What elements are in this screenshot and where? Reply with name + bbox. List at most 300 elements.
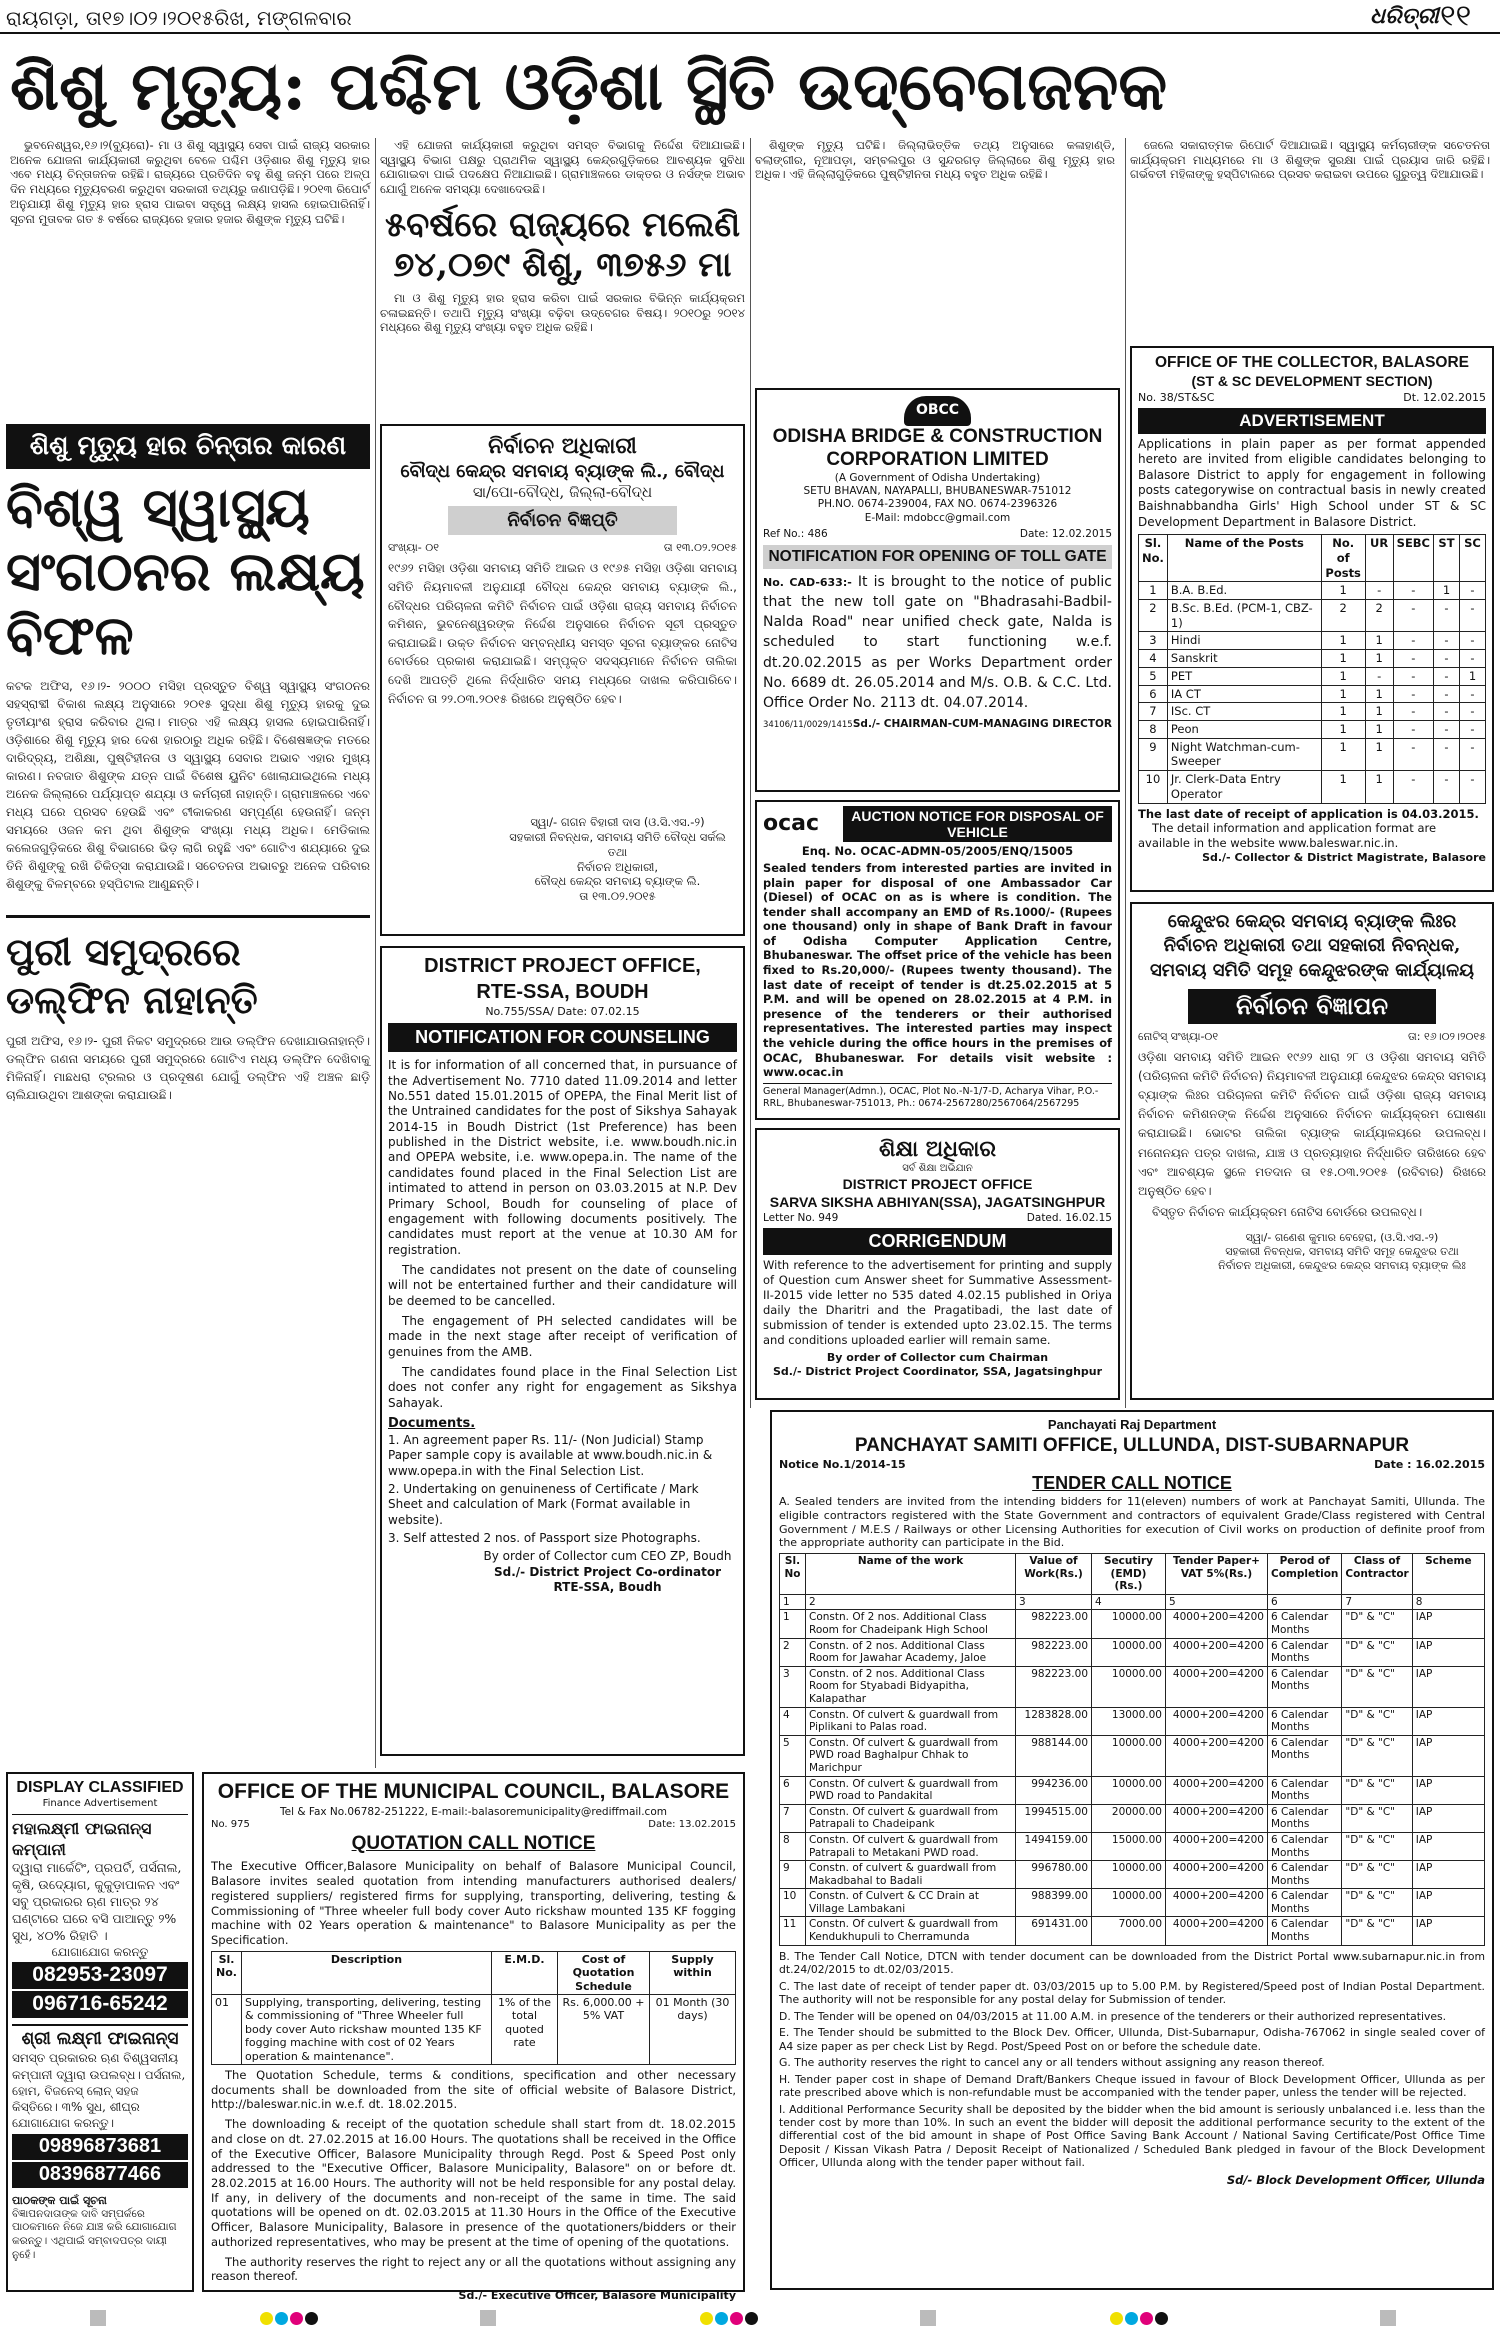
classified-ad2-title: ଶ୍ରୀ ଲକ୍ଷ୍ମୀ ଫାଇନାନ୍ସ — [12, 2024, 188, 2051]
panchayat-cell: 10000.00 — [1092, 1861, 1166, 1889]
collector-table — [1138, 534, 1486, 804]
ocac-logo: ocac — [763, 811, 820, 837]
panchayat-cell: 4000+200=4200 — [1166, 1666, 1268, 1707]
collector-cell: - — [1434, 685, 1460, 703]
balasore-cell: 01 — [212, 1994, 242, 2064]
balasore-no: No. 975 — [211, 1819, 250, 1831]
collector-cell: - — [1434, 600, 1460, 632]
collector-notice — [1130, 346, 1494, 892]
panchayat-table-row — [780, 1917, 1485, 1945]
panchayat-refline — [779, 1458, 1485, 1472]
collector-table-header — [1139, 535, 1486, 582]
collector-cell: 1 — [1321, 667, 1365, 685]
obcc-banner: NOTIFICATION FOR OPENING OF TOLL GATE — [763, 545, 1112, 569]
collector-cell: - — [1434, 650, 1460, 668]
ocac-footer: General Manager(Admn.), OCAC, Plot No.-N-1/7-D, Acharya Vihar, P.O.-RRL, Bhubaneswar-751013, Ph.: 0674-2567280/2567064/2567295 — [763, 1083, 1112, 1110]
balasore-th: Cost of Quotation Schedule — [558, 1951, 650, 1994]
collector-body: Applications in plain paper as per format appended hereto are invited from eligible candidates belonging to Balasore District to apply for engagement in following posts categorywise on contractual basis in newly created Baishnabbandha Girls' High School under ST & SC Development Department in Balasore District. — [1138, 436, 1486, 529]
collector-cell: ISc. CT — [1167, 703, 1321, 721]
collector-cell: 6 — [1139, 685, 1168, 703]
panchayat-cell: 6 Calendar Months — [1268, 1666, 1342, 1707]
panchayat-cell: 994236.00 — [1016, 1776, 1092, 1804]
lead-col-4-text: ଜେଲେ ସକାରାତ୍ମକ ରିପୋର୍ଟ ଦିଆଯାଇଛି। ସ୍ୱାସ୍ଥ୍ୟ କର୍ମଚାରୀଙ୍କ ସଚେତନତା କାର୍ଯ୍ୟକ୍ରମ ମାଧ୍ୟମରେ ମା ଓ ଶିଶୁଙ୍କ ସୁରକ୍ଷା ପାଇଁ ପ୍ରୟାସ ଜାରି ରହିଛି। ଗର୍ଭବତୀ ମହିଳାଙ୍କୁ ହସ୍ପିଟାଲରେ ପ୍ରସବ କରାଇବା ଉପରେ ଗୁରୁତ୍ୱ ଦିଆଯାଉଛି। — [1130, 138, 1490, 182]
panchayat-cell: IAP — [1412, 1861, 1484, 1889]
panchayat-cell: 4000+200=4200 — [1166, 1707, 1268, 1735]
ocac-notice — [755, 800, 1120, 1120]
panchayat-cell: IAP — [1412, 1889, 1484, 1917]
collector-cell: - — [1393, 600, 1433, 632]
collector-cell: - — [1393, 632, 1433, 650]
classified-phone1: 082953-23097 — [12, 1962, 188, 1989]
classified-ad1-body: ଦ୍ୱାରା ମାର୍କେଟିଂ, ପ୍ରପର୍ଟି, ପର୍ସନାଲ, କୃଷି, ଉଦ୍ୟୋଗ, କୁକୁଡ଼ାପାଳନ ଏବଂ ସବୁ ପ୍ରକାରର ଋଣ ମାତ୍ର ୨୪ ଘଣ୍ଟାରେ ଘରେ ବସି ପାଆନ୍ତୁ ୨% ସୁଧ, ୪୦% ରିହାତି । — [12, 1860, 182, 1943]
collector-table-row — [1139, 685, 1486, 703]
paper-logo: ଧରିତ୍ରୀ — [1370, 3, 1439, 29]
collector-cell: - — [1434, 721, 1460, 739]
who-kicker: ଶିଶୁ ମୃତ୍ୟୁ ହାର ଚିନ୍ତାର କାରଣ — [6, 424, 370, 469]
rte-notice — [380, 946, 745, 1756]
classified-title: DISPLAY CLASSIFIED — [16, 1779, 184, 1796]
lead-col-2b-text: ମା ଓ ଶିଶୁ ମୃତ୍ୟୁ ହାର ହ୍ରାସ କରିବା ପାଇଁ ସରକାର ବିଭିନ୍ନ କାର୍ଯ୍ୟକ୍ରମ ଚଳାଇଛନ୍ତି। ତଥାପି ମୃତ୍ୟୁ ସଂଖ୍ୟା ବଢ଼ିବା ଉଦ୍‌ବେଗର ବିଷୟ। ୨୦୧୦ରୁ ୨୦୧୪ ମଧ୍ୟରେ ଶିଶୁ ମୃତ୍ୟୁ ସଂଖ୍ୟା ବହୁତ ଅଧିକ ରହିଛି। — [380, 291, 745, 335]
ocac-enq: Enq. No. OCAC-ADMN-05/2005/ENQ/15005 — [801, 844, 1074, 859]
balasore-contact: Tel & Fax No.06782-251222, E-mail:-balasoremunicipality@rediffmail.com — [280, 1805, 667, 1818]
boudh-sign-role2: ନିର୍ବାଚନ ଅଧିକାରୀ, — [576, 859, 658, 874]
collector-cell: 1 — [1321, 685, 1365, 703]
collector-cell: - — [1434, 632, 1460, 650]
lead-col-2-text: ଏହି ଯୋଜନା କାର୍ଯ୍ୟକାରୀ କରୁଥିବା ସମସ୍ତ ବିଭାଗକୁ ନିର୍ଦ୍ଦେଶ ଦିଆଯାଇଛି। ସ୍ୱାସ୍ଥ୍ୟ ବିଭାଗ ପକ୍ଷରୁ ପ୍ରାଥମିକ ସ୍ୱାସ୍ଥ୍ୟ କେନ୍ଦ୍ରଗୁଡ଼ିକରେ ଆବଶ୍ୟକ ସୁବିଧା ଯୋଗାଇବା ପାଇଁ ପଦକ୍ଷେପ ନିଆଯାଇଛି। ଗ୍ରାମାଞ୍ଚଳରେ ଡାକ୍ତର ଓ ନର୍ସଙ୍କ ଅଭାବ ଯୋଗୁଁ ଅନେକ ସମସ୍ୟା ଦେଖାଦେଉଛି। — [380, 138, 745, 197]
collector-cell: Night Watchman-cum-Sweeper — [1167, 738, 1321, 770]
collector-cell: - — [1460, 632, 1486, 650]
panchayat-cell: 4000+200=4200 — [1166, 1889, 1268, 1917]
ssa-letter: Letter No. 949 — [763, 1211, 839, 1224]
balasore-table-header — [212, 1951, 736, 1994]
panchayat-cell: Constn. of 2 nos. Additional Class Room for Jawahar Academy, Jaloe — [806, 1638, 1016, 1666]
collector-cell: 7 — [1139, 703, 1168, 721]
column-rule — [1125, 138, 1126, 1408]
boudh-sign-name: ସ୍ୱା/- ଗଗନ ବିହାରୀ ଦାସ (ଓ.ସି.ଏସ.-୨) — [530, 815, 705, 830]
panchayat-cell: Constn. Of culvert & guardwall from Patrapali to Metakani PWD road. — [806, 1832, 1016, 1860]
collector-table-row — [1139, 582, 1486, 600]
panchayat-title: PANCHAYAT SAMITI OFFICE, ULLUNDA, DIST-SUBARNAPUR — [854, 1434, 1410, 1456]
balasore-notice — [202, 1772, 745, 2303]
obcc-date: Date: 12.02.2015 — [1019, 528, 1112, 541]
collector-cell: 10 — [1139, 771, 1168, 803]
panchayat-table-row — [780, 1610, 1485, 1638]
collector-no: No. 38/ST&SC — [1138, 390, 1215, 404]
balasore-refline — [211, 1819, 736, 1832]
collector-th: No. of Posts — [1321, 535, 1365, 582]
collector-cell: 1 — [1365, 738, 1393, 770]
collector-cell: - — [1460, 685, 1486, 703]
panchayat-cell: "D" & "C" — [1342, 1638, 1412, 1666]
lead-col-2 — [380, 138, 745, 416]
classified-ad2-body: ସମସ୍ତ ପ୍ରକାରର ଋଣ ବିଶ୍ୱସନୀୟ କମ୍ପାନୀ ଦ୍ୱାରା ଉପଲବ୍ଧ। ପର୍ସନାଲ, ହୋମ, ବିଜନେସ୍ ଲୋନ୍ ସହଜ କିସ୍ତିରେ। ୩% ସୁଧ, ଶୀଘ୍ର ଯୋଗାଯୋଗ କରନ୍ତୁ। — [12, 2051, 186, 2131]
panchayat-notice-no: Notice No.1/2014-15 — [779, 1457, 906, 1471]
obcc-logo — [763, 396, 1112, 426]
panchayat-cell: IAP — [1412, 1776, 1484, 1804]
panchayat-cell: Constn. of Culvert & CC Drain at Village Lambakani — [806, 1889, 1016, 1917]
page-number: ୧୧ — [1440, 0, 1472, 34]
lead-col-4 — [1130, 138, 1490, 338]
column-rule — [375, 138, 376, 1768]
panchayat-note: H. Tender paper cost in shape of Demand Draft/Bankers Cheque issued in favour of Block Development Officer, Ullunda as per rate prescribed above which is non-refundable must be accompanied with the tender paper, unless the tender will be rejected. — [779, 2072, 1485, 2100]
collector-th: SC — [1460, 535, 1486, 582]
balasore-table-row — [212, 1994, 736, 2064]
panchayat-cell: 7 — [780, 1804, 806, 1832]
boudh-subtitle: ବୌଦ୍ଧ କେନ୍ଦ୍ର ସମବାୟ ବ୍ୟାଙ୍କ ଲି., ବୌଦ୍ଧ — [400, 461, 725, 483]
collector-cell: 5 — [1139, 667, 1168, 685]
classified-phone3: 09896873681 — [12, 2134, 188, 2160]
panchayat-th: Secutiry (EMD) (Rs.) — [1092, 1554, 1166, 1595]
collector-cell: - — [1365, 582, 1393, 600]
who-divider — [6, 915, 370, 918]
collector-cell: - — [1460, 721, 1486, 739]
panchayat-cell: 13000.00 — [1092, 1707, 1166, 1735]
panchayat-cell: 4000+200=4200 — [1166, 1638, 1268, 1666]
panchayat-th: Value of Work(Rs.) — [1016, 1554, 1092, 1595]
ssa-title1: DISTRICT PROJECT OFFICE — [842, 1175, 1033, 1192]
collector-table-row — [1139, 703, 1486, 721]
collector-th: Name of the Posts — [1167, 535, 1321, 582]
keonjhar-notice — [1130, 902, 1494, 1400]
collector-th: Sl. No. — [1139, 535, 1168, 582]
panchayat-cell: 4000+200=4200 — [1166, 1861, 1268, 1889]
panchayat-cell: 4000+200=4200 — [1166, 1917, 1268, 1945]
collector-detail: The detail information and application format are available in the website www.baleswar.nic.in. — [1138, 821, 1437, 851]
collector-table-row — [1139, 600, 1486, 632]
panchayat-cell: IAP — [1412, 1804, 1484, 1832]
balasore-p1: The Executive Officer,Balasore Municipality on behalf of Balasore Municipal Council, Balasore invites sealed quotation from intending manufacturers authorised dealers/ registered suppliers/ registered firms for supplying, transporting, delivering, testing & Commissioning of "Three wheeler full body cover Auto rickshaw mounted 135 KF fogging machine with 02 Years operation & maintenance" to Balasore Municipality as per the Specification. — [211, 1859, 736, 1948]
panchayat-cell: 6 Calendar Months — [1268, 1776, 1342, 1804]
panchayat-cell: IAP — [1412, 1735, 1484, 1776]
panchayat-num: 1 — [780, 1594, 806, 1610]
panchayat-cell: "D" & "C" — [1342, 1832, 1412, 1860]
collector-cell: 2 — [1321, 600, 1365, 632]
color-dots — [1110, 2312, 1170, 2329]
panchayat-intro: A. Sealed tenders are invited from the intending bidders for 11(eleven) numbers of work at Panchayat Samiti, Ullunda. The eligible contractors registered with the State Government and contractors of equivalent Grade/Class registered with Central Government / M.E.S / Railways or other Licensing Authorities for execution of Civil works on production of definite proof from the appropriate authority can participate in the Bid. — [779, 1495, 1485, 1550]
panchayat-cell: Constn. of 2 nos. Additional Class Room for Styabadi Bidyapitha, Kalapathar — [806, 1666, 1016, 1707]
panchayat-cell: Constn. Of 2 nos. Additional Class Room for Chadeipank High School — [806, 1610, 1016, 1638]
obcc-address: SETU BHAVAN, NAYAPALLI, BHUBANESWAR-751012 — [803, 484, 1072, 497]
collector-cell: - — [1393, 738, 1433, 770]
collector-cell: 2 — [1365, 600, 1393, 632]
balasore-p3: The downloading & receipt of the quotation schedule shall start from dt. 18.02.2015 and close on dt. 27.02.2015 at 16.00 Hours. The quotations shall be received in the Office of the Executive Officer, Balasore Municipality through Regd. Post & Speed Post only addressed to the "Executive Officer, Balasore Municipality, Balasore" on or before dt. 28.02.2015 at 16.00 Hours. The authority will not be held responsible for any postal delay. If any, in delivery of the documents and non-receipt of the same in time. The said quotations will be opened on dt. 02.03.2015 at 11.30 Hours in the Office of the Executive Officer, Balasore Municipality, Balasore in presence of the quotationers/bidders or their authorized representatives, who may be present at the time of opening of the quotations. — [211, 2117, 736, 2249]
ssa-logo-sub: ସର୍ବ ଶିକ୍ଷା ଅଭିଯାନ — [902, 1163, 973, 1175]
panchayat-cell: 1283828.00 — [1016, 1707, 1092, 1735]
obcc-sign: Sd./- CHAIRMAN-CUM-MANAGING DIRECTOR — [852, 717, 1112, 730]
keonjhar-sign2: ସହକାରୀ ନିବନ୍ଧକ, ସମବାୟ ସମିତି ସମୂହ କେନ୍ଦୁଝର ତଥା — [1225, 1244, 1459, 1258]
panchayat-th: Scheme — [1412, 1554, 1484, 1595]
column-rule — [750, 138, 751, 1408]
panchayat-cell: 3 — [780, 1666, 806, 1707]
collector-cell: - — [1460, 738, 1486, 770]
balasore-p2: The Quotation Schedule, terms & conditions, specification and other necessary documents shall be downloaded from the site of official website of Balasore District, http://baleswar.nic.in w.e.f. dt. 18.02.2015. — [211, 2067, 736, 2112]
ssa-order: By order of Collector cum Chairman — [826, 1350, 1049, 1364]
collector-cell: 1 — [1365, 703, 1393, 721]
balasore-p4: The authority reserves the right to reject any or all the quotations without assigning any reason thereof. — [211, 2254, 736, 2284]
panchayat-cell: "D" & "C" — [1342, 1861, 1412, 1889]
ocac-header — [763, 806, 1112, 842]
ssa-sign: Sd./- District Project Coordinator, SSA, Jagatsinghpur — [772, 1364, 1103, 1378]
panchayat-table-row — [780, 1804, 1485, 1832]
panchayat-note: E. The Tender should be submitted to the Block Dev. Officer, Ullunda, Dist-Subarnapur, Odisha-767062 in single sealed cover of A4 size paper as per check List by Regd. Post/Speed Post on or before the schedule date. — [779, 2026, 1485, 2053]
lead-col-1 — [10, 138, 370, 416]
collector-cell: - — [1434, 771, 1460, 803]
panchayat-table-row — [780, 1889, 1485, 1917]
balasore-th: E.M.D. — [492, 1951, 558, 1994]
panchayat-banner: TENDER CALL NOTICE — [1032, 1473, 1232, 1494]
collector-cell: 1 — [1460, 667, 1486, 685]
boudh-address: ସା/ପୋ-ବୌଦ୍ଧ, ଜିଲ୍ଲା-ବୌଦ୍ଧ — [472, 483, 653, 502]
keonjhar-title: କେନ୍ଦୁଝର କେନ୍ଦ୍ର ସମବାୟ ବ୍ୟାଙ୍କ ଲିଃର ନିର୍ବାଚନ ଅଧିକାରୀ ତଥା ସହକାରୀ ନିବନ୍ଧକ, ସମବାୟ ସମିତି ସମୂହ କେନ୍ଦୁଝରଙ୍କ କାର୍ଯ୍ୟାଳୟ — [1150, 911, 1474, 981]
collector-th: SEBC — [1393, 535, 1433, 582]
classified-phone4: 08396877466 — [12, 2162, 188, 2188]
panchayat-cell: 6 Calendar Months — [1268, 1638, 1342, 1666]
ssa-title2: SARVA SIKSHA ABHIYAN(SSA), JAGATSINGHPUR — [769, 1193, 1106, 1210]
collector-cell: 1 — [1365, 685, 1393, 703]
panchayat-cell: 10000.00 — [1092, 1776, 1166, 1804]
panchayat-cell: 6 Calendar Months — [1268, 1610, 1342, 1638]
collector-cell: B.Sc. B.Ed. (PCM-1, CBZ-1) — [1167, 600, 1321, 632]
collector-cell: - — [1460, 582, 1486, 600]
panchayat-cell: 10000.00 — [1092, 1889, 1166, 1917]
panchayat-cell: 6 Calendar Months — [1268, 1917, 1342, 1945]
rte-banner: NOTIFICATION FOR COUNSELING — [388, 1023, 737, 1052]
collector-cell: 1 — [1321, 632, 1365, 650]
panchayat-cell: 982223.00 — [1016, 1610, 1092, 1638]
collector-cell: 1 — [1365, 771, 1393, 803]
collector-sub: (ST & SC DEVELOPMENT SECTION) — [1191, 372, 1433, 389]
panchayat-cell: 9 — [780, 1861, 806, 1889]
panchayat-cell: 20000.00 — [1092, 1804, 1166, 1832]
panchayat-num: 8 — [1412, 1594, 1484, 1610]
keonjhar-refline — [1138, 1030, 1486, 1044]
panchayat-cell: 982223.00 — [1016, 1666, 1092, 1707]
keonjhar-body2: ବିସ୍ତୃତ ନିର୍ବାଚନ କାର୍ଯ୍ୟକ୍ରମ ନୋଟିସ ବୋର୍ଡରେ ଉପଲବ୍ଧ। — [1152, 1205, 1423, 1220]
rte-sign2: RTE-SSA, Boudh — [553, 1580, 662, 1595]
panchayat-cell: IAP — [1412, 1707, 1484, 1735]
panchayat-num: 2 — [806, 1594, 1016, 1610]
panchayat-cell: IAP — [1412, 1610, 1484, 1638]
panchayat-th: Perod of Completion — [1268, 1554, 1342, 1595]
collector-cell: 1 — [1139, 582, 1168, 600]
panchayat-th: Tender Paper+ VAT 5%(Rs.) — [1166, 1554, 1268, 1595]
panchayat-cell: Constn. Of culvert & guardwall from Patrapali to Chadeipank — [806, 1804, 1016, 1832]
collector-cell: 1 — [1365, 632, 1393, 650]
panchayat-table-row — [780, 1707, 1485, 1735]
collector-cell: 8 — [1139, 721, 1168, 739]
ssa-logo-title: ଶିକ୍ଷା ଅଧିକାର — [878, 1136, 997, 1162]
collector-cell: - — [1460, 650, 1486, 668]
boudh-notice — [380, 424, 745, 936]
classified-sub: Finance Advertisement — [12, 1798, 188, 1815]
panchayat-table-numrow — [780, 1594, 1485, 1610]
collector-cell: - — [1393, 667, 1433, 685]
who-story — [6, 424, 370, 1764]
keonjhar-date: ତା: ୧୬।୦୨।୨୦୧୫ — [1408, 1029, 1486, 1043]
panchayat-cell: "D" & "C" — [1342, 1666, 1412, 1707]
panchayat-cell: 6 Calendar Months — [1268, 1889, 1342, 1917]
boudh-sign-role1: ସହକାରୀ ନିବନ୍ଧକ, ସମବାୟ ସମିତି ବୌଦ୍ଧ ସର୍କଲ ତଥା — [509, 830, 726, 859]
rte-title2: RTE-SSA, BOUDH — [476, 980, 649, 1003]
panchayat-cell: 6 Calendar Months — [1268, 1861, 1342, 1889]
ssa-date: Dated. 16.02.15 — [1026, 1211, 1112, 1224]
balasore-cell: Supplying, transporting, delivering, testing & commissioning of "Three Wheeler full body cover Auto rickshaw mounted 135 KF fogging machine with cost of 02 Years operation & maintenance". — [242, 1994, 492, 2064]
collector-cell: PET — [1167, 667, 1321, 685]
panchayat-cell: 1994515.00 — [1016, 1804, 1092, 1832]
lead-headline: ଶିଶୁ ମୃତ୍ୟୁ: ପଶ୍ଚିମ ଓଡ଼ିଶା ସ୍ଥିତି ଉଦ୍‌ବେଗଜନକ — [10, 47, 1168, 125]
obcc-code: 34106/11/0029/1415 — [763, 720, 853, 731]
panchayat-cell: 1494159.00 — [1016, 1832, 1092, 1860]
panchayat-num: 6 — [1268, 1594, 1342, 1610]
keonjhar-banner: ନିର୍ବାଚନ ବିଜ୍ଞାପନ — [1188, 989, 1436, 1024]
collector-cell: - — [1393, 582, 1433, 600]
who-headline: ବିଶ୍ୱ ସ୍ୱାସ୍ଥ୍ୟ ସଂଗଠନର ଲକ୍ଷ୍ୟ ବିଫଳ — [6, 475, 365, 668]
keonjhar-signature — [1198, 1231, 1486, 1273]
panchayat-num: 3 — [1016, 1594, 1092, 1610]
registration-marks — [0, 2300, 1500, 2335]
collector-cell: - — [1393, 650, 1433, 668]
panchayat-cell: IAP — [1412, 1917, 1484, 1945]
balasore-table — [211, 1951, 736, 2065]
rte-docs-heading: Documents. — [388, 1416, 476, 1432]
collector-cell: - — [1434, 667, 1460, 685]
keonjhar-sign1: ସ୍ୱା/- ଗଣେଶ କୁମାର ବେହେରା, (ଓ.ସି.ଏସ.-୨) — [1245, 1230, 1439, 1244]
panchayat-date: Date : 16.02.2015 — [1374, 1457, 1485, 1471]
panchayat-note: B. The Tender Call Notice, DTCN with tender document can be downloaded from the District Portal www.subarnapur.nic.in from dt.24/02/2015 to dt.02/03/2015. — [779, 1949, 1485, 1977]
collector-cell: 3 — [1139, 632, 1168, 650]
panchayat-sign: Sd/- Block Development Officer, Ullunda — [1226, 2172, 1485, 2187]
panchayat-note: C. The last date of receipt of tender paper dt. 03/03/2015 up to 5.00 P.M. by Registered/Speed post of Indian Postal Department. The authority will not be responsible for any postal delay for Submission of tender. — [779, 1979, 1485, 2007]
panchayat-cell: 4000+200=4200 — [1166, 1832, 1268, 1860]
panchayat-cell: Constn. Of culvert & guardwall from Piplikani to Palas road. — [806, 1707, 1016, 1735]
collector-cell: 1 — [1321, 582, 1365, 600]
dolphin-body: ପୁରୀ ଅଫିସ, ୧୬।୨- ପୁରୀ ନିକଟ ସମୁଦ୍ରରେ ଆଉ ଡଲ୍‌ଫିନ ଦେଖାଯାଉନାହାନ୍ତି। ଡଲ୍‌ଫିନ ଗଣନା ସମୟରେ ପୁରୀ ସମୁଦ୍ରରେ ଗୋଟିଏ ମଧ୍ୟ ଡଲ୍‌ଫିନ ଦେଖିବାକୁ ମିଳିନାହିଁ। ମାଛଧରା ଟ୍ରଲର ଓ ପ୍ରଦୂଷଣ ଯୋଗୁଁ ଡଲ୍‌ଫିନ ଏହି ଅଞ୍ଚଳ ଛାଡ଼ି ଚାଲିଯାଉଥିବା ଆଶଙ୍କା କରାଯାଉଛି। — [6, 1034, 370, 1103]
ssa-notice — [755, 1128, 1120, 1400]
panchayat-cell: IAP — [1412, 1666, 1484, 1707]
ssa-body: With reference to the advertisement for printing and supply of Question cum Answer sheet for Summative Assessment-II-2015 vide letter no 535 dated 4.02.15 published in Oriya daily the Dharitri and the Pragatibadi, the last date of submission of tender is extended upto 23.02.15. The terms and conditions uploaded earlier will remain same. — [763, 1258, 1112, 1347]
collector-cell: IA CT — [1167, 685, 1321, 703]
panchayat-table-header — [780, 1554, 1485, 1595]
collector-cell: 1 — [1365, 721, 1393, 739]
panchayat-cell: 10000.00 — [1092, 1610, 1166, 1638]
color-dots — [700, 2312, 760, 2329]
collector-cell: 4 — [1139, 650, 1168, 668]
panchayat-num: 4 — [1092, 1594, 1166, 1610]
panchayat-notes — [779, 1950, 1485, 2170]
balasore-sign: Sd./- Executive Officer, Balasore Municipality — [458, 2289, 736, 2303]
panchayat-cell: 10000.00 — [1092, 1735, 1166, 1776]
collector-cell: 1 — [1321, 721, 1365, 739]
panchayat-cell: 996780.00 — [1016, 1861, 1092, 1889]
panchayat-cell: 10000.00 — [1092, 1666, 1166, 1707]
panchayat-cell: Constn. Of culvert & guardwall from PWD road to Pandakital — [806, 1776, 1016, 1804]
collector-th: UR — [1365, 535, 1393, 582]
collector-cell: - — [1393, 721, 1433, 739]
panchayat-num: 5 — [1166, 1594, 1268, 1610]
rte-p1: It is for information of all concerned that, in pursuance of the Advertisement No. 7710 dated 11.09.2014 and letter No.551 dated 15.01.2015 of OPEPA, the Final Merit list of the Untrained candidates for the post of Sikshya Sahayak 2014-15 in Boudh District (1st Preference) has been published in the District website, i.e. www.boudh.nic.in and OPEPA website, i.e. www.opepa.in. The name of the candidates found placed in the Final Selection List are intimated to attend in person on 03.03.2015 at N.P. Dev Primary School, Boudh for counseling of place of engagement with following documents positively. The candidates must report at the venue at 10.30 AM for registration. — [388, 1058, 737, 1257]
panchayat-note: G. The authority reserves the right to cancel any or all tenders without assigning any reason thereof. — [779, 2056, 1325, 2070]
rte-doc3: 3. Self attested 2 nos. of Passport size Photographs. — [388, 1530, 701, 1545]
rte-order: By order of Collector cum CEO ZP, Boudh — [483, 1549, 732, 1564]
color-dots — [260, 2312, 320, 2329]
panchayat-cell: "D" & "C" — [1342, 1917, 1412, 1945]
obcc-body-lead: No. CAD-633:- — [763, 575, 852, 589]
classified-phone2: 096716-65242 — [12, 1991, 188, 2018]
rte-doc1: 1. An agreement paper Rs. 11/- (Non Judicial) Stamp Paper sample copy is available at www.boudh.nic.in & www.opepa.in with the Final Selection List. — [388, 1432, 713, 1478]
collector-cell: 1 — [1321, 650, 1365, 668]
lead-subheadline: ୫ବର୍ଷରେ ରାଜ୍ୟରେ ମଲେଣି ୭୪,୦୭୯ ଶିଶୁ, ୩୭୫୬ ମା — [384, 205, 741, 285]
balasore-cell: 01 Month (30 days) — [650, 1994, 736, 2064]
obcc-title: ODISHA BRIDGE & CONSTRUCTION CORPORATION LIMITED — [772, 425, 1103, 470]
balasore-cell: 1% of the total quoted rate — [492, 1994, 558, 2064]
obcc-body — [763, 572, 1112, 714]
collector-cell: 1 — [1434, 582, 1460, 600]
collector-table-row — [1139, 771, 1486, 803]
panchayat-notice — [770, 1410, 1494, 2290]
collector-cell: 9 — [1139, 738, 1168, 770]
collector-cell: 1 — [1321, 738, 1365, 770]
panchayat-num: 7 — [1342, 1594, 1412, 1610]
lead-col-1-text: ଭୁବନେଶ୍ୱର,୧୬।୨(ବ୍ୟୁରୋ)- ମା ଓ ଶିଶୁ ସ୍ୱାସ୍ଥ୍ୟ ସେବା ପାଇଁ ରାଜ୍ୟ ସରକାର ଅନେକ ଯୋଜନା କାର୍ଯ୍ୟକାରୀ କରୁଥିବା ବେଳେ ପଶ୍ଚିମ ଓଡ଼ିଶାର ଶିଶୁ ମୃତ୍ୟୁ ହାର ଏବେ ମଧ୍ୟ ଚିନ୍ତାଜନକ ରହିଛି। ରାଜ୍ୟରେ ପ୍ରତିଦିନ ବହୁ ଶିଶୁ ଜନ୍ମ ପରେ ଅଳ୍ପ ଦିନ ମଧ୍ୟରେ ମୃତ୍ୟୁବରଣ କରୁଥିବା ସରକାରୀ ତଥ୍ୟରୁ ଜଣାପଡ଼ିଛି। ୨୦୧୩ ରିପୋର୍ଟ ଅନୁଯାୟୀ ଶିଶୁ ମୃତ୍ୟୁ ହାର ହ୍ରାସ ପାଇବା ସତ୍ତ୍ୱେ ଲକ୍ଷ୍ୟ ହାସଲ ହୋଇପାରିନାହିଁ। ସୂଚନା ମୁତାବକ ଗତ ୫ ବର୍ଷରେ ରାଜ୍ୟରେ ହଜାର ହଜାର ଶିଶୁଙ୍କ ମୃତ୍ୟୁ ଘଟିଛି। — [10, 138, 370, 226]
collector-cell: Hindi — [1167, 632, 1321, 650]
balasore-banner: QUOTATION CALL NOTICE — [351, 1833, 596, 1855]
ocac-body: Sealed tenders from interested parties are invited in plain paper for disposal of one Ambassador Car (Diesel) of OCAC on as is where is condition. The tender shall accompany an EMD of Rs.1000/- (Rupees one thousand) only in shape of Bank Draft in favour of Odisha Computer Application Centre, Bhubaneswar. The offset price of the vehicle has been fixed to Rs.20,000/- (Rupees twenty thousand). The last date of receipt of tender is dt.25.02.2015 at 5 P.M. and will be opened on 28.02.2015 at 4 P.M. in presence of the tenderers or their authorised representatives. The interested parties may inspect the vehicle during the office hours in the premises of OCAC, Bhubaneswar. For details visit website : www.ocac.in — [763, 860, 1112, 1080]
collector-refline — [1138, 391, 1486, 405]
boudh-date: ତା ୧୩.୦୨.୨୦୧୫ — [663, 541, 737, 555]
collector-cell: 1 — [1321, 703, 1365, 721]
ssa-logo — [763, 1135, 1112, 1176]
collector-sign: Sd./- Collector & District Magistrate, Balasore — [1202, 850, 1486, 864]
collector-table-row — [1139, 667, 1486, 685]
collector-cell: - — [1365, 667, 1393, 685]
panchayat-cell: 4000+200=4200 — [1166, 1610, 1268, 1638]
panchayat-cell: Constn. of culvert & guardwall from Makadbahal to Badali — [806, 1861, 1016, 1889]
collector-table-row — [1139, 721, 1486, 739]
balasore-th: Description — [242, 1951, 492, 1994]
rte-ref: No.755/SSA/ Date: 07.02.15 — [485, 1005, 640, 1019]
rte-signature — [478, 1549, 737, 1595]
boudh-signature — [498, 815, 737, 903]
panchayat-table-row — [780, 1735, 1485, 1776]
collector-cell: - — [1393, 685, 1433, 703]
panchayat-cell: 11 — [780, 1917, 806, 1945]
collector-table-row — [1139, 738, 1486, 770]
panchayat-cell: 982223.00 — [1016, 1638, 1092, 1666]
rte-sign1: Sd./- District Project Co-ordinator — [493, 1564, 721, 1579]
panchayat-table-row — [780, 1776, 1485, 1804]
panchayat-cell: "D" & "C" — [1342, 1735, 1412, 1776]
boudh-sign-date: ତା ୧୩.୦୨.୨୦୧୫ — [579, 889, 656, 904]
collector-date: Dt. 12.02.2015 — [1403, 390, 1486, 404]
collector-title: OFFICE OF THE COLLECTOR, BALASORE — [1154, 354, 1470, 371]
classified-ad1-title: ମହାଲକ୍ଷ୍ମୀ ଫାଇନାନ୍ସ କମ୍ପାନୀ — [12, 1819, 152, 1859]
obcc-footer — [763, 718, 1112, 731]
panchayat-th: Name of the work — [806, 1554, 1016, 1595]
panchayat-cell: IAP — [1412, 1638, 1484, 1666]
panchayat-cell: 10 — [780, 1889, 806, 1917]
obcc-notice — [755, 388, 1120, 792]
panchayat-cell: 4000+200=4200 — [1166, 1735, 1268, 1776]
collector-cell: B.A. B.Ed. — [1167, 582, 1321, 600]
panchayat-cell: 8 — [780, 1832, 806, 1860]
obcc-phone: PH.NO. 0674-239004, FAX NO. 0674-2396326 — [817, 498, 1058, 511]
panchayat-cell: 6 Calendar Months — [1268, 1832, 1342, 1860]
panchayat-cell: IAP — [1412, 1832, 1484, 1860]
obcc-logo-badge: OBCC — [904, 396, 971, 426]
rte-p3: The engagement of PH selected candidates will be made in the next stage after receipt of verification of genuines from the AMB. — [388, 1314, 737, 1359]
ssa-refline — [763, 1212, 1112, 1225]
panchayat-cell: 6 Calendar Months — [1268, 1804, 1342, 1832]
